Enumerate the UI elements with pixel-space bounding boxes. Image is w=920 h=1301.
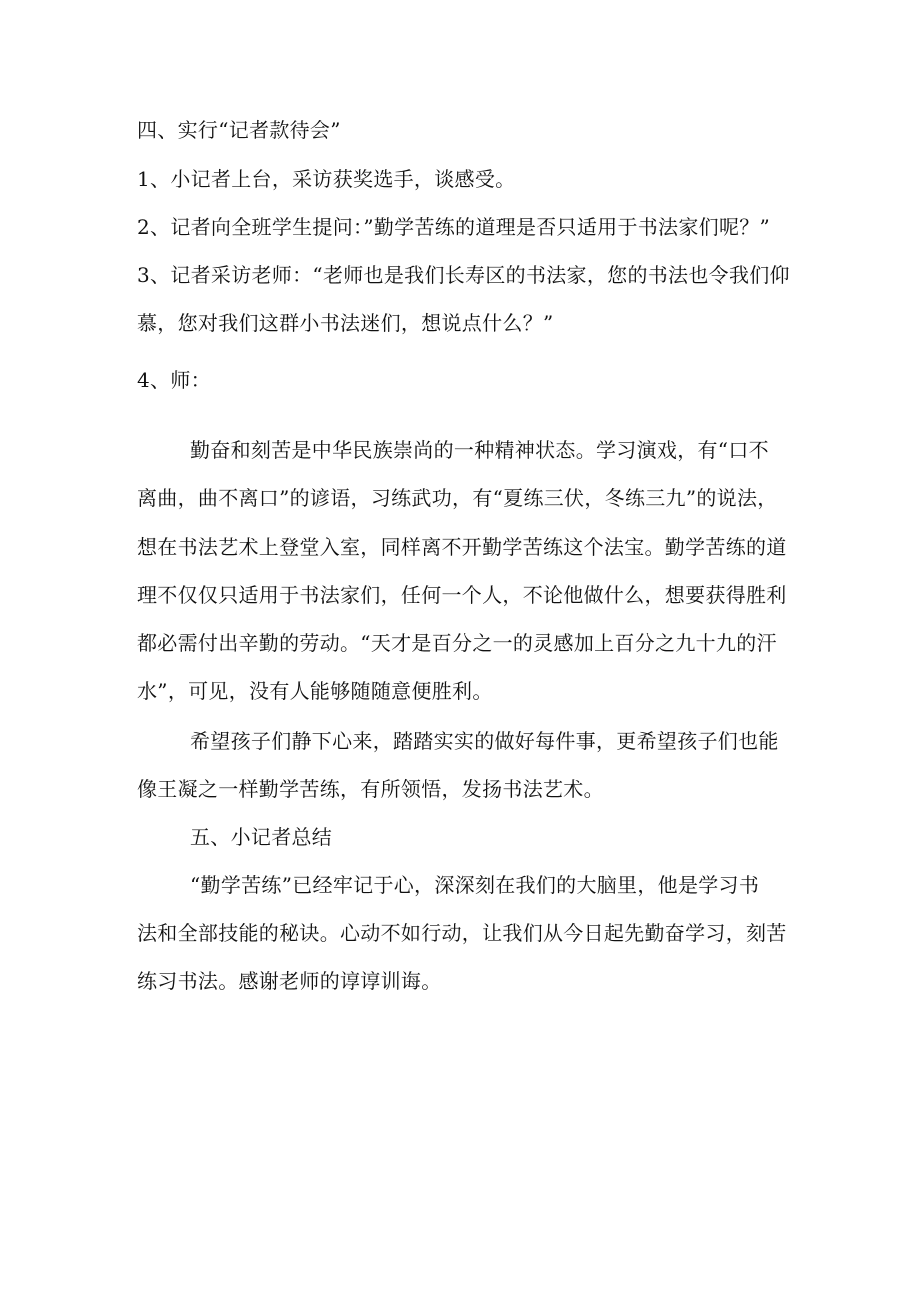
list-item-2: 2、记者向全班学生提问：”勤学苦练的道理是否只适用于书法家们呢？” [137,215,771,239]
paragraph-3-line-1: “勤学苦练”已经牢记于心，深深刻在我们的大脑里，他是学习书 [190,873,760,897]
paragraph-1-line-6: 水”，可见，没有人能够随随意便胜利。 [137,679,493,703]
list-item-3-line-2: 慕，您对我们这群小书法迷们，想说点什么？” [137,311,554,335]
paragraph-1-line-4: 理不仅仅只适用于书法家们，任何一个人，不论他做什么，想要获得胜利 [137,583,787,607]
list-item-4: 4、师： [137,368,211,392]
paragraph-1-line-2: 离曲，曲不离口”的谚语，习练武功，有“夏练三伏，冬练三九”的说法， [137,486,778,510]
paragraph-2-line-2: 像王凝之一样勤学苦练，有所领悟，发扬书法艺术。 [137,777,604,801]
list-item-3-line-1: 3、记者采访老师：“老师也是我们长寿区的书法家，您的书法也令我们仰 [137,263,790,287]
paragraph-3-line-2: 法和全部技能的秘诀。心动不如行动，让我们从今日起先勤奋学习，刻苦 [137,921,787,945]
paragraph-1-line-1: 勤奋和刻苦是中华民族崇尚的一种精神状态。学习演戏，有“口不 [190,438,769,462]
list-item-1: 1、小记者上台，采访获奖选手，谈感受。 [137,167,516,191]
paragraph-1-line-5: 都必需付出辛勤的劳动。“天才是百分之一的灵感加上百分之九十九的汗 [137,631,777,655]
paragraph-1-line-3: 想在书法艺术上登堂入室，同样离不开勤学苦练这个法宝。勤学苦练的道 [137,535,787,559]
paragraph-3-line-3: 练习书法。感谢老师的谆谆训诲。 [137,969,442,993]
section4-heading: 四、实行“记者款待会” [137,118,341,142]
paragraph-2-line-1: 希望孩子们静下心来，踏踏实实的做好每件事，更希望孩子们也能 [190,729,779,753]
section5-heading: 五、小记者总结 [190,825,333,849]
